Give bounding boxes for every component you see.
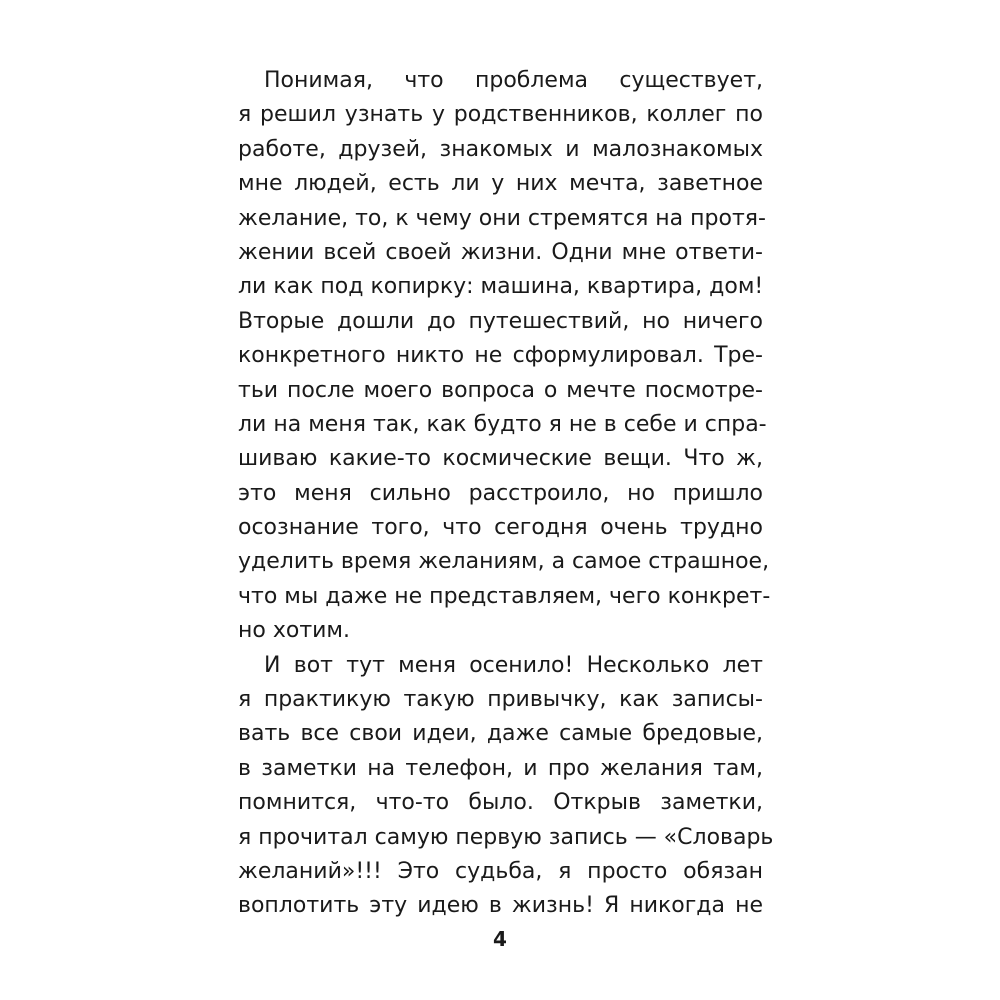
text-line: жении всей своей жизни. Одни мне ответи- [238,239,763,265]
text-line: вать все свои идеи, даже самые бредовые, [238,721,763,747]
text-line: это меня сильно расстроило, но пришло [238,480,763,506]
text-line: ли как под копирку: машина, квартира, дом! [238,274,764,300]
text-line: Понимая, что проблема существует, [264,68,763,93]
text-line: Вторые дошли до путешествий, но ничего [238,308,763,334]
text-line: я прочитал самую первую запись — «Словарь [238,824,774,850]
text-line: работе, друзей, знакомых и малознакомых [238,136,763,162]
text-line: ли на меня так, как будто я не в себе и спра- [238,411,767,437]
text-line: тьи после моего вопроса о мечте посмотре- [238,377,763,403]
paragraph-2 [238,649,774,924]
text-line: И вот тут меня осенило! Несколько лет [264,652,763,678]
text-line: но хотим. [238,618,351,644]
text-line: я решил узнать у родственников, коллег по [238,102,763,128]
text-line: желаний»!!! Это судьба, я просто обязан [238,858,763,884]
body-text [238,64,774,924]
text-line: шиваю какие-то космические вещи. Что ж, [238,446,763,472]
text-line: помнится, что-то было. Открыв заметки, [238,790,763,816]
text-line: что мы даже не представляем, чего конкрет- [238,583,771,609]
text-line: мне людей, есть ли у них мечта, заветное [238,171,763,197]
text-line: уделить время желаниям, а самое страшное, [238,549,770,575]
text-line: желание, то, к чему они стремятся на протя- [238,205,766,231]
text-line: я практикую такую привычку, как записы- [238,687,763,713]
text-line: осознание того, что сегодня очень трудно [238,515,763,541]
paragraph-1 [238,64,771,649]
text-line: конкретного никто не сформулировал. Тре- [238,343,763,369]
page-number: 4 [493,927,507,951]
text-line: в заметки на телефон, и про желания там, [238,755,763,781]
text-line: воплотить эту идею в жизнь! Я никогда не [238,893,763,919]
